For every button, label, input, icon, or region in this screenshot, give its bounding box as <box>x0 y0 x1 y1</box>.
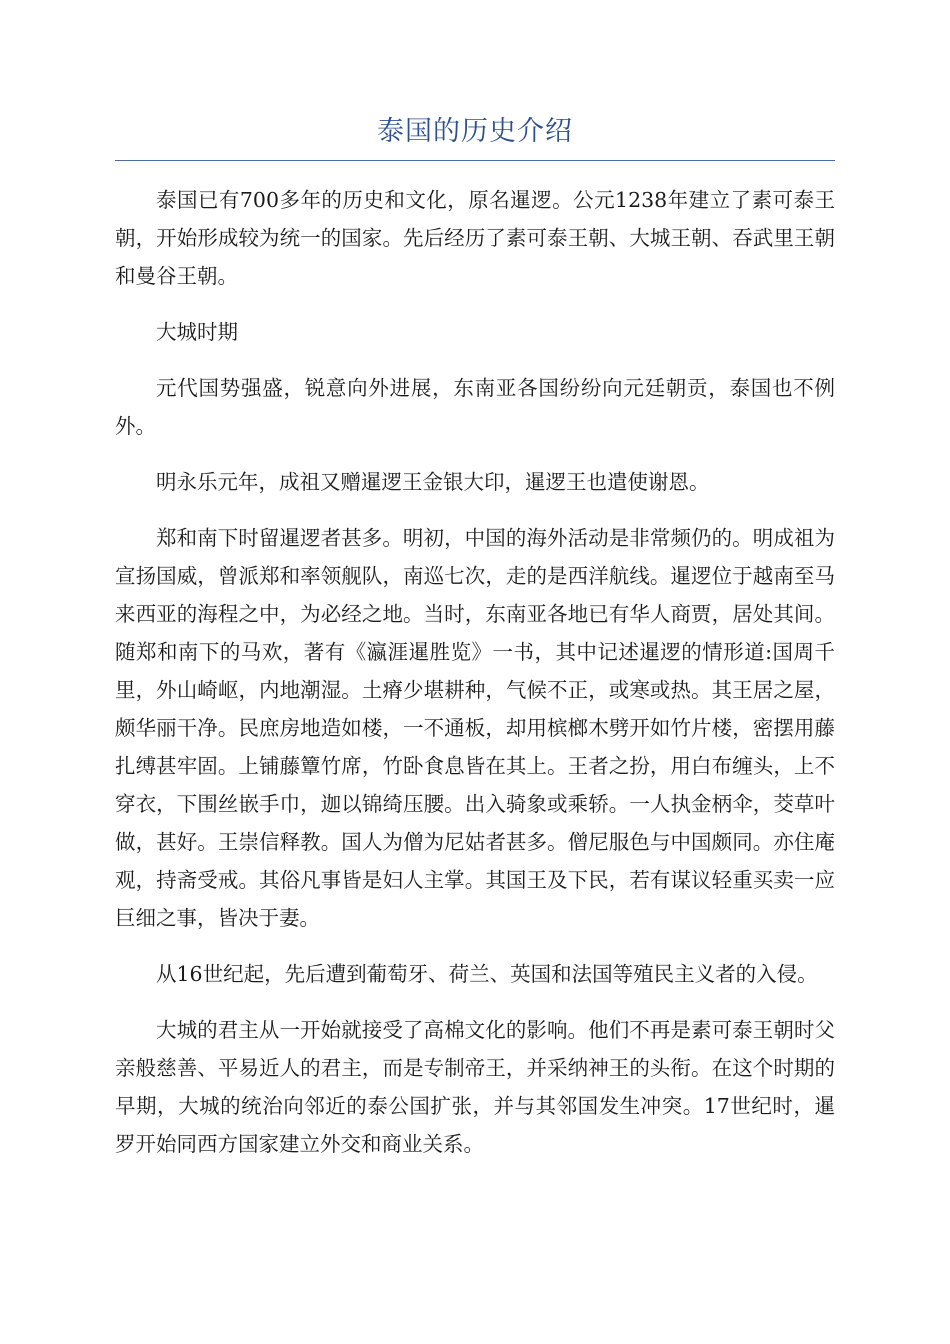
paragraph-colonial: 从16世纪起，先后遭到葡萄牙、荷兰、英国和法国等殖民主义者的入侵。 <box>156 962 818 986</box>
document-body <box>115 181 835 1163</box>
paragraph-zhenghe: 郑和南下时留暹逻者甚多。明初，中国的海外活动是非常频仍的。明成祖为宣扬国威，曾派郑和率领舰队，南巡七次，走的是西洋航线。暹逻位于越南至马来西亚的海程之中，为必经之地。当时，东南亚各地已有华人商贾，居处其间。随郑和南下的马欢，著有《瀛涯暹胜览》一书，其中记述暹逻的情形道:国周千里，外山崎岖，内地潮湿。土瘠少堪耕种，气候不正，或寒或热。其王居之屋，颇华丽干净。民庶房地造如楼，一不通板，却用槟榔木劈开如竹片楼，密摆用藤扎缚甚牢固。上铺藤簟竹席，竹卧食息皆在其上。王者之扮，用白布缠头，上不穿衣，下围丝嵌手巾，迦以锦绮压腰。出入骑象或乘轿。一人执金柄伞，茭草叶做，甚好。王崇信释教。国人为僧为尼姑者甚多。僧尼服色与中国颇同。亦住庵观，持斋受戒。其俗凡事皆是妇人主掌。其国王及下民，若有谋议轻重买卖一应巨细之事，皆决于妻。 <box>115 526 835 930</box>
document-title: 泰国的历史介绍 <box>115 112 835 161</box>
paragraph-yongle: 明永乐元年，成祖又赠暹逻王金银大印，暹逻王也遣使谢恩。 <box>156 470 710 494</box>
section-heading-ayutthaya: 大城时期 <box>156 320 238 344</box>
document-page <box>115 112 835 1181</box>
paragraph-intro: 泰国已有700多年的历史和文化，原名暹逻。公元1238年建立了素可泰王朝，开始形成较为统一的国家。先后经历了素可泰王朝、大城王朝、吞武里王朝和曼谷王朝。 <box>115 188 835 288</box>
paragraph-yuan: 元代国势强盛，锐意向外进展，东南亚各国纷纷向元廷朝贡，泰国也不例外。 <box>115 376 835 438</box>
paragraph-monarchy: 大城的君主从一开始就接受了高棉文化的影响。他们不再是素可泰王朝时父亲般慈善、平易近人的君主，而是专制帝王，并采纳神王的头衔。在这个时期的早期，大城的统治向邻近的泰公国扩张，并与其邻国发生冲突。17世纪时，暹罗开始同西方国家建立外交和商业关系。 <box>115 1018 835 1156</box>
